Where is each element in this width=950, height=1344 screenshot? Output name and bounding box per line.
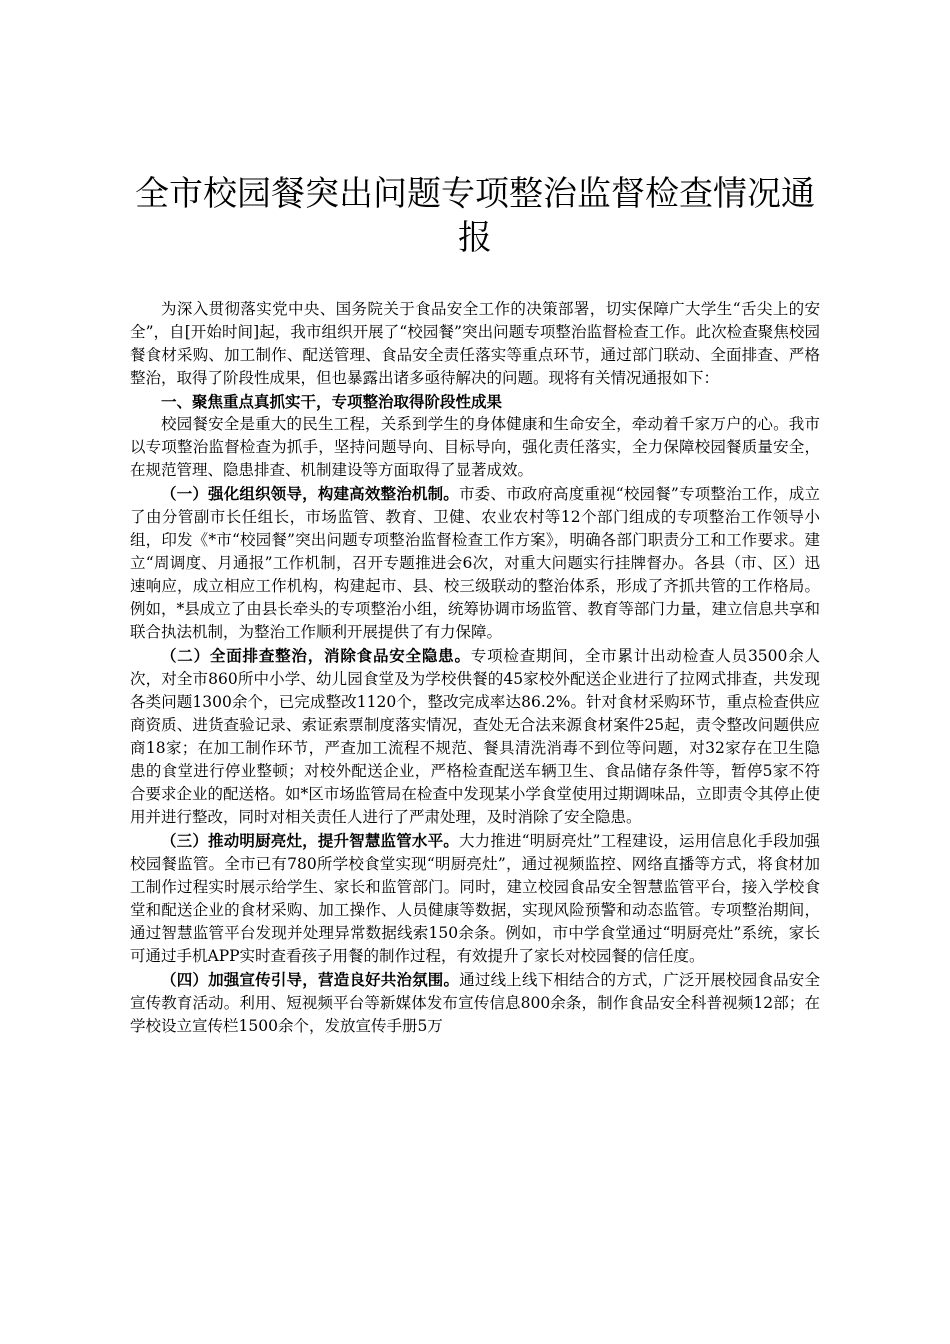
item-text-1: 市委、市政府高度重视“校园餐”专项整治工作，成立了由分管副市长任组长，市场监管、教育、卫健、农业农村等12个部门组成的专项整治工作领导小组，印发《*市“校园餐”突出问题专项整治监督检查工作方案》，明确各部门职责分工和工作要求。建立“周调度、月通报”工作机制，召开专题推进会6次，对重大问题实行挂牌督办。各县（市、区）迅速响应，成立相应工作机构，构建起市、县、校三级联动的整治体系，形成了齐抓共管的工作格局。例如，*县成立了由县长牵头的专项整治小组，统筹协调市场监管、教育等部门力量，建立信息共享和联合执法机制，为整治工作顺利开展提供了有力保障。 [130, 485, 820, 641]
document-body [130, 298, 820, 1038]
item-paragraph-4 [130, 968, 820, 1038]
item-paragraph-2 [130, 644, 820, 829]
item-lead-1: （一）强化组织领导，构建高效整治机制。 [161, 484, 459, 503]
item-paragraph-1 [130, 482, 820, 644]
document-title: 全市校园餐突出问题专项整治监督检查情况通报 [135, 174, 815, 258]
item-text-2: 专项检查期间，全市累计出动检查人员3500余人次，对全市860所中小学、幼儿园食堂及为学校供餐的45家校外配送企业进行了拉网式排查，共发现各类问题1300余个，已完成整改1120个，整改完成率达86.2%。针对食材采购环节，重点检查供应商资质、进货查验记录、索证索票制度落实情况，查处无合法来源食材案件25起，责令整改问题供应商18家；在加工制作环节，严查加工流程不规范、餐具清洗消毒不到位等问题，对32家存在卫生隐患的食堂进行停业整顿；对校外配送企业，严格检查配送车辆卫生、食品储存条件等，暂停5家不符合要求企业的配送格。如*区市场监管局在检查中发现某小学食堂使用过期调味品，立即责令其停止使用并进行整改，同时对相关责任人进行了严肃处理，及时消除了安全隐患。 [130, 647, 820, 826]
item-paragraph-3 [130, 829, 820, 968]
item-lead-2: （二）全面排查整治，消除食品安全隐患。 [161, 646, 471, 665]
item-text-4: 通过线上线下相结合的方式，广泛开展校园食品安全宣传教育活动。利用、短视频平台等新媒体发布宣传信息800余条，制作食品安全科普视频12部；在学校设立宣传栏1500余个，发放宣传手册5万 [130, 971, 820, 1035]
item-lead-3: （三）推动明厨亮灶，提升智慧监管水平。 [161, 831, 459, 850]
item-text-3: 大力推进“明厨亮灶”工程建设，运用信息化手段加强校园餐监管。全市已有780所学校食堂实现“明厨亮灶”，通过视频监控、网络直播等方式，将食材加工制作过程实时展示给学生、家长和监管部门。同时，建立校园食品安全智慧监管平台，接入学校食堂和配送企业的食材采购、加工操作、人员健康等数据，实现风险预警和动态监管。专项整治期间，通过智慧监管平台发现并处理异常数据线索150余条。例如，市中学食堂通过“明厨亮灶”系统，家长可通过手机APP实时查看孩子用餐的制作过程，有效提升了家长对校园餐的信任度。 [130, 832, 820, 965]
section-heading: 一、聚焦重点真抓实干，专项整治取得阶段性成果 [161, 392, 503, 411]
item-lead-4: （四）加强宣传引导，营造良好共治氛围。 [161, 970, 460, 989]
section-intro-paragraph: 校园餐安全是重大的民生工程，关系到学生的身体健康和生命安全，牵动着千家万户的心。我市以专项整治监督检查为抓手，坚持问题导向、目标导向，强化责任落实，全力保障校园餐质量安全，在规范管理、隐患排查、机制建设等方面取得了显著成效。 [130, 415, 820, 479]
intro-paragraph: 为深入贯彻落实党中央、国务院关于食品安全工作的决策部署，切实保障广大学生“舌尖上的安全”，自[开始时间]起，我市组织开展了“校园餐”突出问题专项整治监督检查工作。此次检查聚焦校园餐食材采购、加工制作、配送管理、食品安全责任落实等重点环节，通过部门联动、全面排查、严格整治，取得了阶段性成果，但也暴露出诸多亟待解决的问题。现将有关情况通报如下： [130, 300, 820, 387]
document-page [130, 0, 820, 1038]
